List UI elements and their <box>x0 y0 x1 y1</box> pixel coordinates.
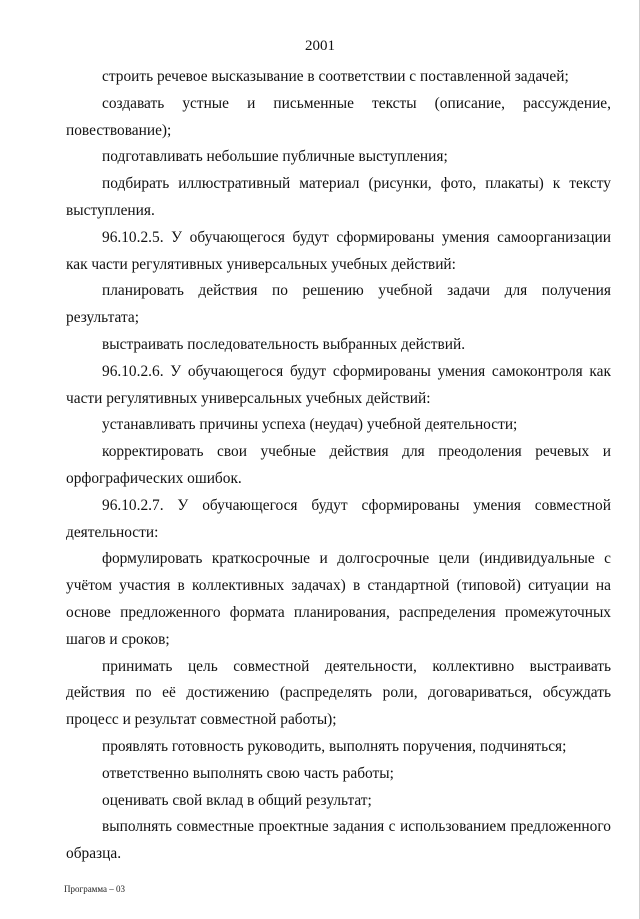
paragraph: формулировать краткосрочные и долгосрочные цели (индивидуальные с учётом участия в коллективных задачах) в стандартной (типовой) ситуации на основе предложенного формата планирования, распределения промежуточных шагов и сроков; <box>66 550 611 648</box>
paragraph: выстраивать последовательность выбранных действий. <box>102 335 466 353</box>
body-text <box>66 64 611 868</box>
section-heading-paragraph: 96.10.2.5. У обучающегося будут сформированы умения самоорганизации как части регулятивных универсальных учебных действий: <box>66 228 611 273</box>
paragraph: проявлять готовность руководить, выполнять поручения, подчиняться; <box>102 737 567 755</box>
paragraph: создавать устные и письменные тексты (описание, рассуждение, повествование); <box>66 94 611 139</box>
page-number: 2001 <box>305 38 335 54</box>
page-footer: Программа – 03 <box>64 884 126 894</box>
paragraph: подготавливать небольшие публичные выступления; <box>102 148 448 166</box>
paragraph: корректировать свои учебные действия для преодоления речевых и орфографических ошибок. <box>66 443 611 487</box>
paragraph: оценивать свой вклад в общий результат; <box>102 791 372 809</box>
paragraph: ответственно выполнять свою часть работы; <box>102 764 394 782</box>
paragraph: планировать действия по решению учебной задачи для получения результата; <box>66 282 611 327</box>
paragraph: строить речевое высказывание в соответствии с поставленной задачей; <box>102 68 569 85</box>
section-heading-paragraph: 96.10.2.7. У обучающегося будут сформированы умения совместной деятельности: <box>66 496 611 541</box>
paragraph: устанавливать причины успеха (неудач) учебной деятельности; <box>102 416 518 434</box>
paragraph: принимать цель совместной деятельности, коллективно выстраивать действия по её достижению (распределять роли, договариваться, обсуждать процесс и результат совместной работы); <box>66 657 611 729</box>
section-heading-paragraph: 96.10.2.6. У обучающегося будут сформированы умения самоконтроля как части регулятивных универсальных учебных действий: <box>66 362 611 407</box>
paragraph: подбирать иллюстративный материал (рисунки, фото, плакаты) к тексту выступления. <box>66 175 611 219</box>
paragraph: выполнять совместные проектные задания с использованием предложенного образца. <box>66 818 611 863</box>
